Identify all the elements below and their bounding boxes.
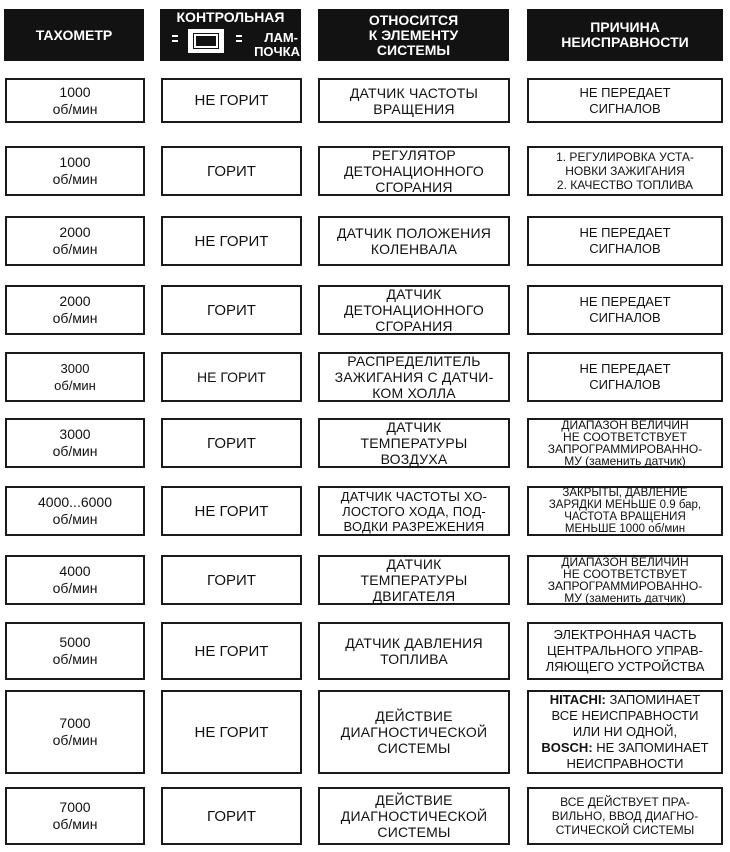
lamp-rays-left-icon <box>172 35 178 45</box>
warning-lamp-icon <box>180 29 232 55</box>
table-row <box>0 146 730 196</box>
rpm-cell: 7000 об/мин <box>5 690 145 774</box>
element-cell: ДАТЧИК ЧАСТОТЫ ВРАЩЕНИЯ <box>318 78 510 123</box>
cause-cell: ЭЛЕКТРОННАЯ ЧАСТЬ ЦЕНТРАЛЬНОГО УПРАВ- ЛЯЮЩЕГО УСТРОЙСТВА <box>527 622 723 680</box>
header-element-line1: ОТНОСИТСЯ <box>368 11 459 28</box>
rpm-cell: 1000 об/мин <box>5 146 145 196</box>
cause-cell: ДИАПАЗОН ВЕЛИЧИН НЕ СООТВЕТСТВУЕТ ЗАПРОГРАММИРОВАННО- МУ (заменить датчик) <box>527 555 723 605</box>
lamp-state-cell: НЕ ГОРИТ <box>161 622 302 680</box>
lamp-state-cell: ГОРИТ <box>161 146 302 196</box>
brand-hitachi: HITACHI: <box>549 692 606 707</box>
header-system-element <box>318 9 509 61</box>
lamp-state-cell: ГОРИТ <box>161 418 302 468</box>
table-row <box>0 285 730 335</box>
header-lamp-line2: ЛАМ- <box>264 30 298 45</box>
rpm-cell: 4000 об/мин <box>5 555 145 605</box>
table-row <box>0 418 730 468</box>
cause-cell: ВСЕ ДЕЙСТВУЕТ ПРА- ВИЛЬНО, ВВОД ДИАГНО- СТИЧЕСКОЙ СИСТЕМЫ <box>527 787 723 845</box>
element-cell: ДАТЧИК ПОЛОЖЕНИЯ КОЛЕНВАЛА <box>318 216 510 266</box>
lamp-state-cell: НЕ ГОРИТ <box>161 216 302 266</box>
header-cause-line1: ПРИЧИНА <box>590 19 660 35</box>
element-cell: ДАТЧИК ТЕМПЕРАТУРЫ ВОЗДУХА <box>318 418 510 468</box>
cause-cell: НЕ ПЕРЕДАЕТ СИГНАЛОВ <box>527 285 723 335</box>
cause-cell <box>527 690 723 774</box>
header-lamp-line1: КОНТРОЛЬНАЯ <box>176 9 285 25</box>
brand-bosch: BOSCH: <box>541 740 593 755</box>
lamp-state-cell: НЕ ГОРИТ <box>161 486 302 536</box>
cause-cell: НЕ ПЕРЕДАЕТ СИГНАЛОВ <box>527 216 723 266</box>
rpm-cell: 3000 об/мин <box>5 418 145 468</box>
header-fault-cause <box>527 9 723 61</box>
rpm-cell: 2000 об/мин <box>5 216 145 266</box>
lamp-state-cell: НЕ ГОРИТ <box>161 352 302 402</box>
table-row <box>0 78 730 123</box>
table-row <box>0 555 730 605</box>
element-cell: РЕГУЛЯТОР ДЕТОНАЦИОННОГО СГОРАНИЯ <box>318 146 510 196</box>
header-tachometer <box>4 9 144 61</box>
lamp-state-cell: ГОРИТ <box>161 787 302 845</box>
header-tachometer-label: ТАХОМЕТР <box>35 26 113 43</box>
lamp-rays-right-icon <box>236 35 242 45</box>
cause-bosch-text: НЕ ЗАПОМИНАЕТ НЕИСПРАВНОСТИ <box>566 740 709 771</box>
rpm-cell: 7000 об/мин <box>5 787 145 845</box>
lamp-state-cell: ГОРИТ <box>161 555 302 605</box>
lamp-state-cell: НЕ ГОРИТ <box>161 78 302 123</box>
lamp-state-cell: НЕ ГОРИТ <box>161 690 302 774</box>
header-element-line2: К ЭЛЕМЕНТУ <box>368 26 459 43</box>
cause-hitachi-text: ЗАПОМИНАЕТ ВСЕ НЕИСПРАВНОСТИ ИЛИ НИ ОДНОЙ, <box>551 692 701 739</box>
table-row <box>0 216 730 266</box>
rpm-cell: 4000...6000 об/мин <box>5 486 145 536</box>
cause-cell: ДИАПАЗОН ВЕЛИЧИН НЕ СООТВЕТСТВУЕТ ЗАПРОГРАММИРОВАННО- МУ (заменить датчик) <box>527 418 723 468</box>
element-cell: ДАТЧИК ДАВЛЕНИЯ ТОПЛИВА <box>318 622 510 680</box>
element-cell: ДЕЙСТВИЕ ДИАГНОСТИЧЕСКОЙ СИСТЕМЫ <box>318 787 510 845</box>
cause-cell: НЕ ПЕРЕДАЕТ СИГНАЛОВ <box>527 78 723 123</box>
header-lamp-line3: ПОЧКА <box>254 44 300 59</box>
rpm-cell: 1000 об/мин <box>5 78 145 123</box>
lamp-state-cell: ГОРИТ <box>161 285 302 335</box>
table-row <box>0 352 730 402</box>
table-row <box>0 690 730 774</box>
rpm-cell: 5000 об/мин <box>5 622 145 680</box>
header-element-line3: СИСТЕМЫ <box>376 41 451 58</box>
element-cell: РАСПРЕДЕЛИТЕЛЬ ЗАЖИГАНИЯ С ДАТЧИ- КОМ ХОЛЛА <box>318 352 510 402</box>
header-cause-line2: НЕИСПРАВНОСТИ <box>561 34 689 50</box>
header-warning-lamp <box>160 9 301 61</box>
element-cell: ДАТЧИК ДЕТОНАЦИОННОГО СГОРАНИЯ <box>318 285 510 335</box>
rpm-cell: 3000 об/мин <box>5 352 145 402</box>
element-cell: ДАТЧИК ТЕМПЕРАТУРЫ ДВИГАТЕЛЯ <box>318 555 510 605</box>
cause-cell: ЗАКРЫТЫ, ДАВЛЕНИЕ ЗАРЯДКИ МЕНЬШЕ 0.9 бар, ЧАСТОТА ВРАЩЕНИЯ МЕНЬШЕ 1000 об/мин <box>527 486 723 536</box>
cause-cell: НЕ ПЕРЕДАЕТ СИГНАЛОВ <box>527 352 723 402</box>
element-cell: ДАТЧИК ЧАСТОТЫ ХО- ЛОСТОГО ХОДА, ПОД- ВОДКИ РАЗРЕЖЕНИЯ <box>318 486 510 536</box>
element-cell: ДЕЙСТВИЕ ДИАГНОСТИЧЕСКОЙ СИСТЕМЫ <box>318 690 510 774</box>
rpm-cell: 2000 об/мин <box>5 285 145 335</box>
cause-cell: 1. РЕГУЛИРОВКА УСТА- НОВКИ ЗАЖИГАНИЯ 2. КАЧЕСТВО ТОПЛИВА <box>527 146 723 196</box>
table-row <box>0 622 730 680</box>
table-row <box>0 787 730 845</box>
table-row <box>0 486 730 536</box>
